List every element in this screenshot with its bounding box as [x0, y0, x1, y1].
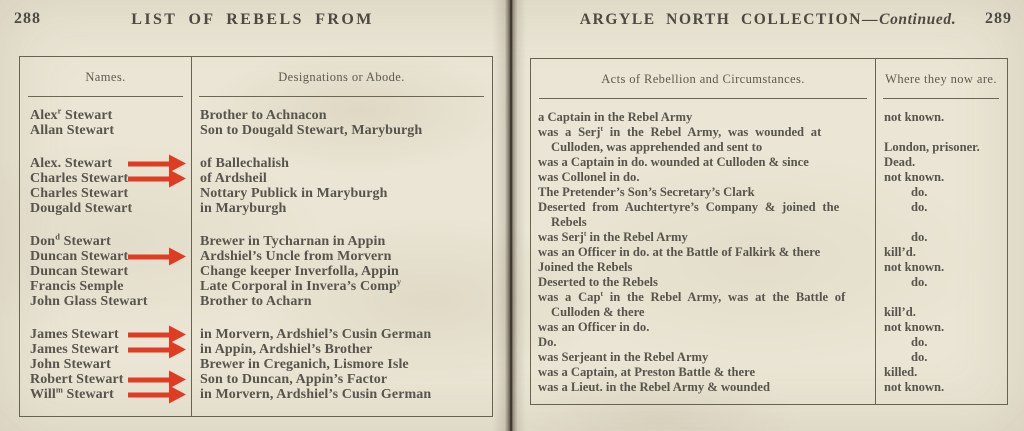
act-cell [531, 230, 875, 245]
abode-cell: in Appin, Ardshiel’s Brother [200, 342, 373, 357]
where-cell: do. [911, 335, 928, 349]
act-line: was a Captain in do. wounded at Culloden & since [538, 155, 809, 169]
where-cell: kill’d. [884, 245, 916, 259]
act-cell [531, 245, 875, 260]
act-cell [531, 170, 875, 185]
rebels-names-table [19, 56, 493, 417]
right-page [512, 0, 1024, 431]
column-header-where: Where they now are. [875, 59, 1007, 99]
table-row [531, 185, 1007, 200]
where-cell: killed. [884, 365, 918, 379]
name-cell: Charles Stewart [30, 186, 129, 201]
table-row [531, 350, 1007, 365]
name-cell: Allan Stewart [30, 123, 115, 138]
table-body [531, 110, 1007, 395]
name-cell: John Stewart [30, 357, 111, 372]
where-cell: Dead. [884, 155, 916, 169]
table-row [531, 365, 1007, 380]
name-cell: Robert Stewart [20, 372, 191, 387]
table-row [20, 249, 492, 264]
abode-cell: Nottary Publick in Maryburgh [200, 186, 388, 201]
act-line: was a Cap$^t$ in the Rebel Army, was at the Battle of [538, 288, 846, 304]
act-line: a Captain in the Rebel Army [538, 110, 693, 124]
act-cell [531, 110, 875, 125]
table-row [20, 264, 492, 279]
act-line: The Pretender’s Son’s Secretary’s Clark [538, 185, 755, 199]
act-cell [531, 185, 875, 200]
act-cell [531, 260, 875, 275]
abode-cell: Son to Duncan, Appin’s Factor [200, 372, 388, 387]
act-line: Do. [538, 335, 557, 349]
table-row [20, 387, 492, 402]
name-cell: Alex. Stewart [20, 156, 191, 171]
act-line: Rebels [551, 215, 587, 229]
abode-cell: Brewer in Creganich, Lismore Isle [200, 357, 409, 372]
act-line: Culloden, was apprehended and sent to [551, 140, 763, 154]
highlight-arrow-icon [128, 385, 186, 404]
page-number: 288 [14, 10, 41, 27]
abode-cell: Brother to Acharn [200, 294, 312, 309]
act-cell [531, 380, 875, 395]
act-cell [531, 125, 875, 155]
where-cell: not known. [884, 170, 945, 184]
abode-cell: Son to Dougald Stewart, Maryburgh [200, 123, 423, 138]
table-row [531, 275, 1007, 290]
table-row [20, 201, 492, 216]
table-row [20, 234, 492, 249]
act-cell [531, 350, 875, 365]
where-cell: kill’d. [884, 305, 916, 319]
act-line: Deserted to the Rebels [538, 275, 658, 289]
act-line: was Serjeant in the Rebel Army [538, 350, 709, 364]
abode-cell: Brother to Achnacon [200, 108, 327, 123]
where-cell: not known. [884, 320, 945, 334]
table-row [20, 108, 492, 123]
column-header-names: Names. [20, 57, 191, 97]
act-line: was an Officer in do. at the Battle of Falkirk & there [538, 245, 821, 259]
table-row [531, 245, 1007, 260]
abode-cell: Brewer in Tycharnan in Appin [200, 234, 386, 249]
table-row [531, 335, 1007, 350]
column-header-acts: Acts of Rebellion and Circumstances. [531, 59, 875, 99]
page-title: LIST OF REBELS FROM [131, 11, 374, 28]
table-header-row [531, 59, 1007, 99]
name-cell: Duncan Stewart [20, 249, 191, 264]
abode-cell: Ardshiel’s Uncle from Morvern [200, 249, 392, 264]
name-cell: Will$^m$ Stewart [20, 387, 191, 402]
table-row [20, 156, 492, 171]
table-header-row [20, 57, 492, 97]
act-cell [531, 320, 875, 335]
act-line: was Serj$^t$ in the Rebel Army [538, 228, 688, 244]
where-cell: do. [911, 200, 928, 214]
act-line: Deserted from Auchtertyre’s Company & joined the [538, 200, 840, 214]
page-title-main: ARGYLE NORTH COLLECTION— [579, 11, 880, 28]
abode-cell: Change keeper Inverfolla, Appin [200, 264, 399, 279]
act-cell [531, 335, 875, 350]
column-header-designations: Designations or Abode. [191, 57, 492, 97]
act-line: was an Officer in do. [538, 320, 650, 334]
page-title [512, 11, 1024, 29]
name-cell: John Glass Stewart [30, 294, 148, 309]
where-cell: London, prisoner. [884, 140, 980, 154]
where-cell: do. [911, 275, 928, 289]
table-row [531, 290, 1007, 320]
abode-cell: Late Corporal in Invera’s Comp$^y$ [200, 277, 402, 294]
table-row [20, 372, 492, 387]
table-row [20, 279, 492, 294]
table-row [20, 294, 492, 309]
name-cell: Duncan Stewart [30, 264, 129, 279]
act-line: was a Captain, at Preston Battle & there [538, 365, 756, 379]
act-line: was a Serj$^t$ in the Rebel Army, was wounded at [538, 123, 822, 139]
where-cell: do. [911, 230, 928, 244]
act-line: was a Lieut. in the Rebel Army & wounded [538, 380, 770, 394]
act-cell [531, 275, 875, 290]
act-cell [531, 365, 875, 380]
name-cell: Francis Semple [30, 279, 124, 294]
abode-cell: of Ardsheil [200, 171, 267, 186]
table-row [531, 155, 1007, 170]
name-cell: James Stewart [20, 342, 191, 357]
abode-cell: of Ballechalish [200, 156, 290, 171]
left-page [0, 0, 505, 431]
name-cell: Alex$^r$ Stewart [30, 106, 113, 123]
table-row [531, 260, 1007, 275]
page-number: 289 [985, 10, 1012, 27]
where-cell: do. [911, 350, 928, 364]
act-cell [531, 200, 875, 230]
abode-cell: in Maryburgh [200, 201, 287, 216]
table-row [531, 380, 1007, 395]
act-line: was Collonel in do. [538, 170, 640, 184]
table-row [20, 123, 492, 138]
name-cell: Don$^d$ Stewart [30, 232, 111, 249]
table-row [531, 230, 1007, 245]
table-row [531, 170, 1007, 185]
act-line: Joined the Rebels [538, 260, 633, 274]
rebels-acts-table [530, 58, 1008, 405]
act-cell [531, 155, 875, 170]
table-row [20, 342, 492, 357]
table-row [20, 186, 492, 201]
table-row [531, 320, 1007, 335]
table-row [531, 125, 1007, 155]
where-cell: do. [911, 185, 928, 199]
table-row [531, 200, 1007, 230]
table-row [20, 327, 492, 342]
page-title-continued: Continued. [879, 11, 957, 28]
act-line: Culloden & there [551, 305, 645, 319]
abode-cell: in Morvern, Ardshiel’s Cusin German [200, 387, 432, 402]
table-row [20, 357, 492, 372]
where-cell: not known. [884, 110, 945, 124]
table-row [531, 110, 1007, 125]
abode-cell: in Morvern, Ardshiel’s Cusin German [200, 327, 432, 342]
table-row [20, 171, 492, 186]
name-cell: James Stewart [20, 327, 191, 342]
act-cell [531, 290, 875, 320]
where-cell: not known. [884, 260, 945, 274]
table-body [20, 108, 492, 402]
where-cell: not known. [884, 380, 945, 394]
name-cell: Dougald Stewart [30, 201, 133, 216]
name-cell: Charles Stewart [20, 171, 191, 186]
